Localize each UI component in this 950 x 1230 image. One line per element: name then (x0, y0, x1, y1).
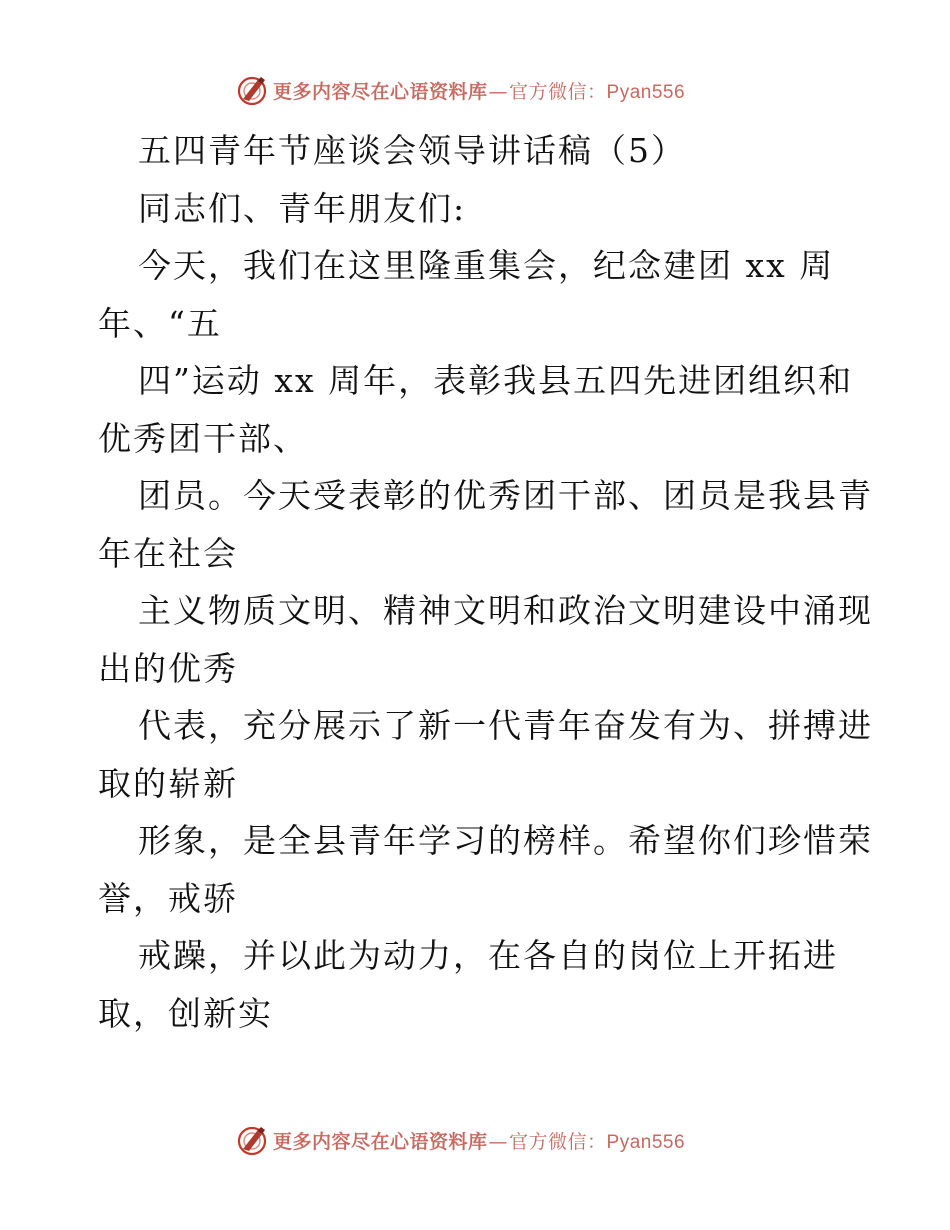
banner-wechat-id: Pyan556 (606, 1131, 686, 1153)
paragraph-line: 团员。今天受表彰的优秀团干部、团员是我县青 (138, 476, 873, 515)
banner-dash: — (488, 80, 509, 103)
paragraph-line: 优秀团干部、 (98, 418, 308, 458)
banner-dash: — (488, 1130, 509, 1153)
banner-wechat-id: Pyan556 (606, 81, 686, 103)
pen-nib-logo-icon (235, 1123, 269, 1157)
paragraph-line: 取的崭新 (98, 763, 238, 803)
paragraph-line: 主义物质文明、精神文明和政治文明建设中涌现 (138, 591, 873, 630)
pen-nib-logo-icon (235, 73, 269, 107)
paragraph-line: 誉，戒骄 (98, 878, 238, 918)
banner-text (273, 77, 685, 104)
document-body (98, 122, 873, 1042)
paragraph-line: 取，创新实 (98, 993, 273, 1033)
header-banner (235, 72, 685, 108)
paragraph-line: 四”运动 xx 周年，表彰我县五四先进团组织和 (138, 361, 854, 400)
paragraph-line: 代表，充分展示了新一代青年奋发有为、拼搏进 (138, 706, 873, 745)
footer-banner (235, 1122, 685, 1158)
paragraph-line: 今天，我们在这里隆重集会，纪念建团 xx 周 (138, 246, 835, 285)
banner-site-name: 更多内容尽在心语资料库 (273, 1130, 488, 1153)
paragraph-line: 年、“五 (98, 303, 222, 343)
salutation: 同志们、青年朋友们: (138, 188, 467, 228)
banner-wechat-label: 官方微信： (509, 80, 607, 103)
paragraph-line: 出的优秀 (98, 648, 238, 688)
banner-text (273, 1127, 685, 1154)
document-title: 五四青年节座谈会领导讲话稿（5） (138, 131, 686, 170)
paragraph-line: 形象，是全县青年学习的榜样。希望你们珍惜荣 (138, 821, 873, 860)
paragraph-line: 年在社会 (98, 533, 238, 573)
paragraph-line: 戒躁，并以此为动力，在各自的岗位上开拓进 (138, 936, 838, 975)
banner-site-name: 更多内容尽在心语资料库 (273, 80, 488, 103)
banner-wechat-label: 官方微信： (509, 1130, 607, 1153)
